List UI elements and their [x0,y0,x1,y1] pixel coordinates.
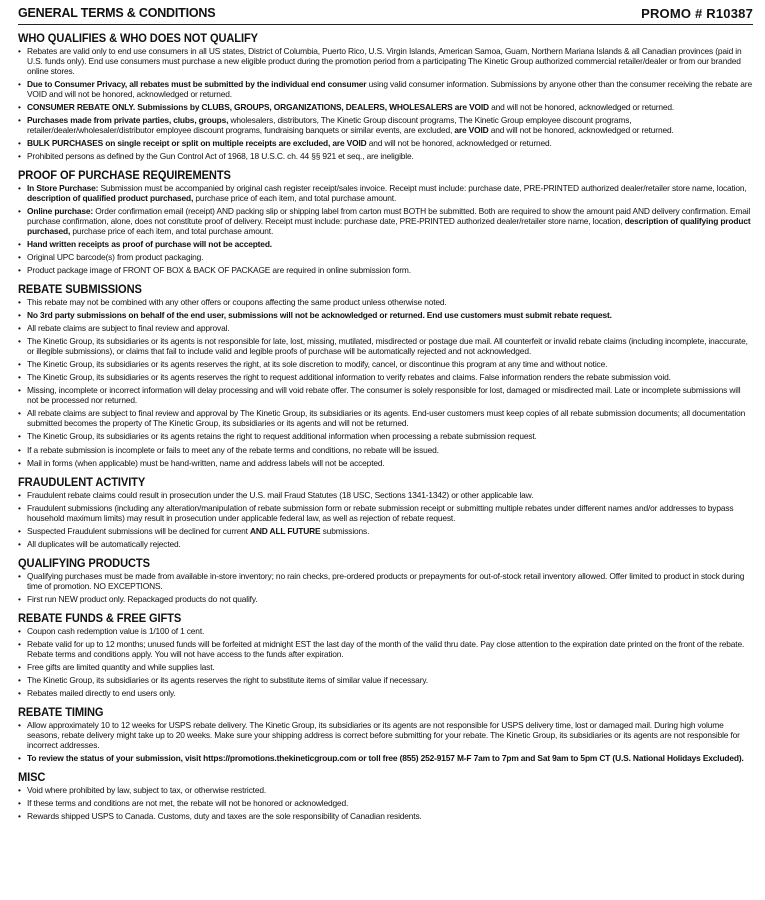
bullet-item [18,491,753,501]
text-run: Missing, incomplete or incorrect information will delay processing and will void rebate offer. The consumer is solely responsible for lost, damaged or misdirected mail. Late or incomplete submissions will not be processed nor returned. [27,385,741,406]
bold-text: BULK PURCHASES on single receipt or split on multiple receipts are excluded, are VOID [27,138,367,148]
text-run: This rebate may not be combined with any other offers or coupons affecting the same product unless otherwise noted. [27,297,447,307]
bullet-item [18,627,753,637]
bold-text: No 3rd party submissions on behalf of the end user, submissions will not be acknowledged or returned. End use customers must submit rebate request. [27,310,612,321]
bullet-item [18,253,753,263]
section-title: REBATE TIMING [18,704,104,719]
bullet-list [18,491,753,550]
section-title: MISC [18,769,46,784]
bold-text: Purchases made from private parties, clubs, groups, [27,115,229,125]
sections-container [18,31,753,822]
bold-text: Hand written receipts as proof of purchase will not be accepted. [27,238,272,249]
text-run: Void where prohibited by law, subject to tax, or otherwise restricted. [27,784,267,795]
bullet-item [18,298,753,308]
bullet-item [18,446,753,456]
text-run: and will not be honored, acknowledged or returned. [366,138,552,148]
document-header [18,0,753,25]
bullet-item [18,152,753,162]
text-run: Rebate valid for up to 12 months; unused funds will be forfeited at midnight EST the last day of the month of the valid thru date. Pay close attention to the expiration date printed on the front of the rebate. Rebate terms and conditions apply. You will not have access to the funds after expiration. [27,638,745,659]
text-run: The Kinetic Group, its subsidiaries or its agents reserves the right to request additional information to verify rebates and claims. False information renders the rebate submission void. [27,372,671,383]
text-run: wholesalers, distributors, The Kinetic Group discount programs, The Kinetic Group employee discount programs, retailer/dealer/wholesaler/distributor employee discount programs, fundraising banquets or similar events, are excluded, [27,115,632,135]
bullet-item [18,676,753,686]
bullet-list [18,786,753,822]
text-run: All rebate claims are subject to final review and approval by The Kinetic Group, its subsidiaries or its agents. End-user customers must keep copies of all rebate submission documents; all documentation submitted becomes the property of The Kinetic Group, its subsidiaries or its agents and will not be returned. [27,408,746,429]
section [18,168,753,276]
bullet-item [18,103,753,113]
text-run: Fraudulent rebate claims could result in prosecution under the U.S. mail Fraud Statutes (18 USC, Sections 1341-1342) or other applicable law. [27,489,534,500]
text-run: purchase price of each item, and total purchase amount. [70,225,274,236]
bullet-item [18,47,753,77]
bullet-item [18,139,753,149]
bullet-item [18,595,753,605]
bullet-item [18,812,753,822]
text-run: Free gifts are limited quantity and while supplies last. [27,661,215,672]
text-run: First run NEW product only. Repackaged products do not qualify. [27,593,258,604]
bold-text: are VOID [454,124,489,135]
bullet-item [18,799,753,809]
bullet-item [18,373,753,383]
bullet-item [18,754,753,764]
bullet-list [18,184,753,276]
bullet-item [18,786,753,796]
bold-text: AND ALL FUTURE [250,525,321,536]
text-run: Submission must be accompanied by original cash register receipt/sales invoice. Receipt must include: purchase date, PRE-PRINTED authorized dealer/retailer store name, location, [98,183,747,193]
bullet-item [18,409,753,429]
text-run: The Kinetic Group, its subsidiaries or its agents is not responsible for late, lost, missing, mutilated, misdirected or postage due mail. All counterfeit or invalid rebate claims (including incomplete, inaccurate, or illegible submissions), or claims that fail to include valid and legible proofs of purchase will be automatically rejected and not acknowledged. [27,336,748,357]
section [18,611,753,699]
bullet-list [18,298,753,469]
text-run: Rewards shipped USPS to Canada. Customs, duty and taxes are the sole responsibility of Canadian residents. [27,810,422,821]
text-run: Coupon cash redemption value is 1/100 of 1 cent. [27,625,205,636]
bullet-item [18,459,753,469]
bullet-item [18,432,753,442]
bullet-item [18,527,753,537]
section-title: QUALIFYING PRODUCTS [18,555,150,570]
section-title: FRAUDULENT ACTIVITY [18,474,146,489]
bullet-item [18,311,753,321]
bullet-item [18,504,753,524]
text-run: If these terms and conditions are not met, the rebate will not be honored or acknowledged. [27,797,349,808]
bold-text: description of qualified product purchased, [27,192,194,203]
text-run: and will not be honored, acknowledged or returned. [488,124,674,135]
bullet-item [18,386,753,406]
text-run: The Kinetic Group, its subsidiaries or its agents reserves the right to substitute items of similar value if necessary. [27,674,428,685]
promo-number: PROMO # R10387 [641,5,753,21]
text-run: submissions. [320,525,370,536]
bullet-item [18,337,753,357]
section [18,282,753,469]
bold-text: Due to Consumer Privacy, all rebates must be submitted by the individual end consumer [27,78,367,89]
bullet-list [18,47,753,162]
bullet-item [18,721,753,751]
text-run: Mail in forms (when applicable) must be hand-written, name and address labels will not be accepted. [27,457,385,468]
text-run: If a rebate submission is incomplete or fails to meet any of the rebate terms and conditions, no rebate will be issued. [27,444,439,455]
bullet-item [18,116,753,136]
section [18,556,753,605]
text-run: The Kinetic Group, its subsidiaries or its agents retains the right to request additional information when processing a rebate submission request. [27,431,537,442]
section [18,31,753,162]
bullet-item [18,360,753,370]
bullet-item [18,184,753,204]
section-title: REBATE SUBMISSIONS [18,282,142,296]
bullet-item [18,689,753,699]
text-run: Fraudulent submissions (including any alteration/manipulation of rebate submission form or rebate submission receipt or submitting multiple rebates under different names and/or addresses to bypass household maximum limits) may result in prosecution under applicable federal law, as well as rejection of rebate request. [27,502,734,523]
bullet-list [18,572,753,605]
text-run: All duplicates will be automatically rejected. [27,538,181,549]
bullet-item [18,572,753,592]
text-run: using valid consumer information. Submissions by anyone other than the consumer receiving the rebate are VOID and will not be honored, acknowledged or returned. [27,78,752,99]
bullet-list [18,627,753,699]
bold-text: description of qualifying product purchased, [27,215,751,236]
bullet-item [18,80,753,100]
section [18,705,753,764]
bold-text: To review the status of your submission, visit https://promotions.thekineticgroup.com or toll free (855) 252-9157 M-F 7am to 7pm and Sat 9am to 5pm CT (U.S. National Holidays Excluded). [27,752,744,763]
section [18,475,753,550]
bullet-item [18,640,753,660]
text-run: Rebates mailed directly to end users only. [27,687,176,698]
bullet-item [18,207,753,237]
text-run: All rebate claims are subject to final review and approval. [27,323,230,334]
bold-text: CONSUMER REBATE ONLY. Submissions by CLUBS, GROUPS, ORGANIZATIONS, DEALERS, WHOLESALERS are VOID [27,101,489,112]
bullet-item [18,663,753,673]
section [18,770,753,822]
bullet-item [18,240,753,250]
bullet-item [18,324,753,334]
section-title: PROOF OF PURCHASE REQUIREMENTS [18,168,231,182]
text-run: purchase price of each item, and total purchase amount. [193,192,397,203]
text-run: Prohibited persons as defined by the Gun Control Act of 1968, 18 U.S.C. ch. 44 §§ 921 et seq., are ineligible. [27,151,414,162]
section-title: WHO QUALIFIES & WHO DOES NOT QUALIFY [18,31,258,45]
text-run: Rebates are valid only to end use consumers in all US states, District of Columbia, Puerto Rico, U.S. Virgin Islands, American Samoa, Guam, Northern Mariana Islands & all Canadian provinces (paid in U.S. funds only). End use consumers must purchase a new eligible product during the promotion period from a participating The Kinetic Group authorized commercial retailer/dealer or from our branded online stores. [27,46,742,76]
bold-text: In Store Purchase: [27,183,99,193]
section-title: REBATE FUNDS & FREE GIFTS [18,610,182,625]
text-run: Qualifying purchases must be made from available in-store inventory; no rain checks, pre-ordered products or prepayments for out-of-stock retail inventory allowed. Offer limited to product in stock during time of promotion. NO EXCEPTIONS. [27,570,745,591]
text-run: Allow approximately 10 to 12 weeks for USPS rebate delivery. The Kinetic Group, its subsidiaries or its agents are not responsible for USPS delivery time, lost or damaged mail. During high volume seasons, rebate delivery might take up to 20 weeks. Make sure your shipping address is correct before submitting for your rebate. The Kinetic Group, its subsidiaries or its agents are not responsible for incorrect addresses. [27,719,740,750]
text-run: Product package image of FRONT OF BOX & BACK OF PACKAGE are required in online submission form. [27,265,411,276]
document-title: GENERAL TERMS & CONDITIONS [18,6,216,20]
bullet-item [18,266,753,276]
bullet-item [18,540,753,550]
text-run: Original UPC barcode(s) from product packaging. [27,252,204,262]
text-run: Order confirmation email (receipt) AND packing slip or shipping label from carton must BOTH be submitted. Both are required to show the amount paid AND delivery confirmation. Email purchase confirmation, alone, does not constitute proof of delivery. Receipt must include: purchase date, PRE-PRINTED authorized dealer/retailer store name, location, [27,206,751,226]
bullet-list [18,721,753,764]
text-run: The Kinetic Group, its subsidiaries or its agents reserves the right, at its sole discretion to modify, cancel, or discontinue this program at any time and without notice. [27,359,608,370]
text-run: and will not be honored, acknowledged or returned. [488,101,675,112]
text-run: Suspected Fraudulent submissions will be declined for current [27,525,250,536]
bold-text: Online purchase: [27,206,94,216]
